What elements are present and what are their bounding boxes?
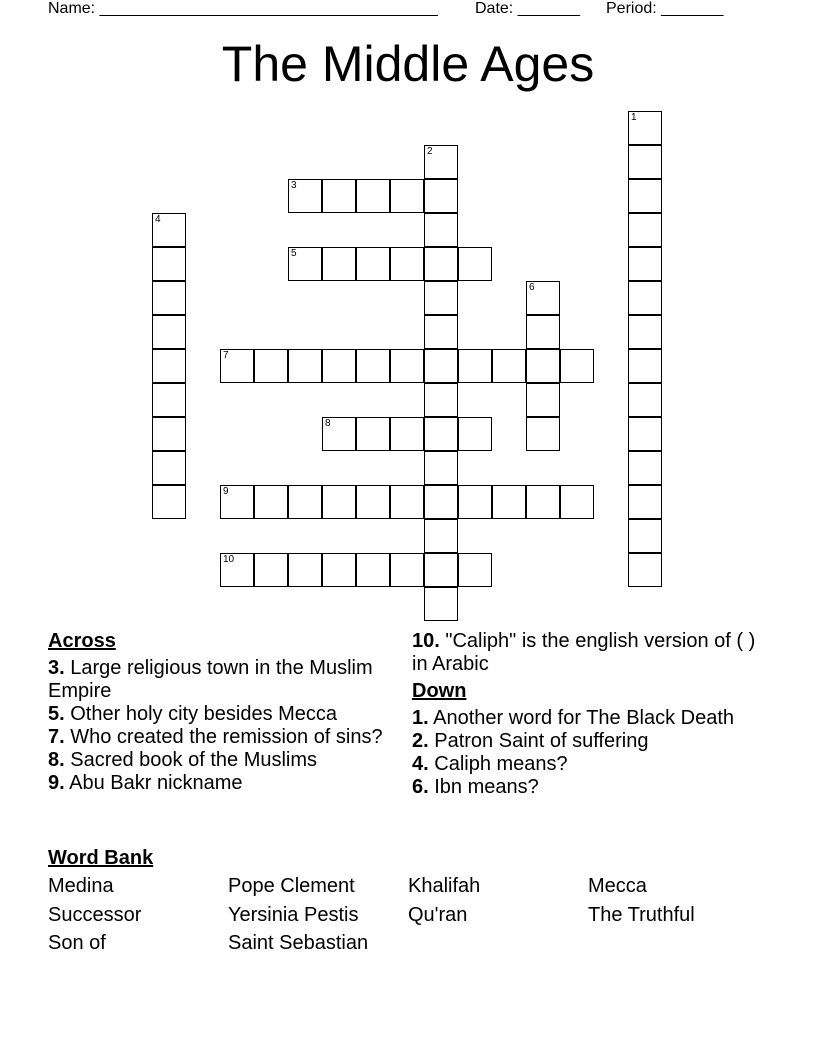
- crossword-cell[interactable]: [390, 485, 424, 519]
- crossword-cell[interactable]: [560, 349, 594, 383]
- word-bank-item: The Truthful: [588, 904, 695, 926]
- crossword-cell[interactable]: [254, 349, 288, 383]
- crossword-cell[interactable]: [424, 553, 458, 587]
- crossword-cell[interactable]: [220, 553, 254, 587]
- crossword-cell[interactable]: [458, 485, 492, 519]
- crossword-cell[interactable]: [322, 247, 356, 281]
- crossword-cell[interactable]: [288, 247, 322, 281]
- crossword-cell[interactable]: [628, 111, 662, 145]
- crossword-cell[interactable]: [322, 179, 356, 213]
- crossword-cell[interactable]: [628, 383, 662, 417]
- down-heading: Down: [412, 680, 467, 702]
- crossword-cell[interactable]: [220, 485, 254, 519]
- cell-number: 10: [223, 554, 235, 565]
- page-title: The Middle Ages: [221, 36, 595, 92]
- crossword-cell[interactable]: [390, 349, 424, 383]
- crossword-cell[interactable]: [288, 485, 322, 519]
- right-clues: [412, 630, 772, 799]
- cell-number: 8: [325, 418, 331, 429]
- crossword-cell[interactable]: [424, 247, 458, 281]
- crossword-cell[interactable]: [458, 247, 492, 281]
- crossword-cell[interactable]: [424, 145, 458, 179]
- crossword-cell[interactable]: [356, 553, 390, 587]
- clue-number: 4.: [412, 753, 429, 775]
- crossword-cell[interactable]: [220, 349, 254, 383]
- word-bank-item: Successor: [48, 904, 142, 926]
- crossword-cell[interactable]: [628, 349, 662, 383]
- crossword-cell[interactable]: [424, 349, 458, 383]
- cell-number: 7: [223, 350, 229, 361]
- word-bank-item: Yersinia Pestis: [228, 904, 359, 926]
- crossword-cell[interactable]: [424, 281, 458, 315]
- clue-across-5: [48, 703, 398, 726]
- cell-number: 6: [529, 282, 535, 293]
- clue-text: Other holy city besides Mecca: [70, 703, 338, 725]
- cell-number: 4: [155, 214, 161, 225]
- crossword-cell[interactable]: [424, 451, 458, 485]
- crossword-cell[interactable]: [628, 247, 662, 281]
- crossword-cell[interactable]: [526, 485, 560, 519]
- name-field-label: Name: ______________________________________: [48, 0, 438, 17]
- crossword-cell[interactable]: [628, 281, 662, 315]
- clue-across-10: [412, 630, 772, 676]
- clue-text: "Caliph" is the english version of ( ) in Arabic: [412, 630, 756, 675]
- crossword-cell[interactable]: [288, 553, 322, 587]
- clue-text: Sacred book of the Muslims: [70, 749, 318, 771]
- crossword-cell[interactable]: [424, 179, 458, 213]
- crossword-cell[interactable]: [322, 553, 356, 587]
- crossword-cell[interactable]: [424, 485, 458, 519]
- crossword-cell[interactable]: [152, 315, 186, 349]
- crossword-cell[interactable]: [424, 213, 458, 247]
- crossword-cell[interactable]: [526, 281, 560, 315]
- crossword-cell[interactable]: [560, 485, 594, 519]
- clue-number: 1.: [412, 707, 429, 729]
- crossword-cell[interactable]: [356, 179, 390, 213]
- crossword-cell[interactable]: [288, 179, 322, 213]
- clue-number: 10.: [412, 630, 440, 652]
- clue-text: Who created the remission of sins?: [70, 726, 383, 748]
- clue-down-4: [412, 753, 772, 776]
- crossword-cell[interactable]: [152, 485, 186, 519]
- crossword-cell[interactable]: [152, 281, 186, 315]
- clue-text: Ibn means?: [434, 776, 539, 798]
- crossword-cell[interactable]: [152, 383, 186, 417]
- word-bank-item: Medina: [48, 875, 114, 897]
- word-bank: [48, 846, 768, 954]
- clue-down-2: [412, 730, 772, 753]
- word-bank-item: Khalifah: [408, 875, 481, 897]
- across-heading: Across: [48, 630, 116, 652]
- crossword-cell[interactable]: [322, 349, 356, 383]
- word-bank-item: Saint Sebastian: [228, 932, 369, 954]
- clue-number: 3.: [48, 657, 65, 679]
- word-bank-item: Son of: [48, 932, 106, 954]
- clue-down-1: [412, 707, 772, 730]
- crossword-cell[interactable]: [390, 179, 424, 213]
- crossword-cell[interactable]: [322, 417, 356, 451]
- word-bank-item: Pope Clement: [228, 875, 355, 897]
- crossword-cell[interactable]: [628, 451, 662, 485]
- crossword-cell[interactable]: [492, 349, 526, 383]
- crossword-cell[interactable]: [526, 383, 560, 417]
- clue-text: Another word for The Black Death: [433, 707, 735, 729]
- crossword-cell[interactable]: [526, 349, 560, 383]
- crossword-cell[interactable]: [458, 417, 492, 451]
- clue-across-3: [48, 657, 398, 703]
- word-bank-title: Word Bank: [48, 847, 154, 869]
- clue-text: Abu Bakr nickname: [69, 772, 243, 794]
- crossword-cell[interactable]: [424, 315, 458, 349]
- crossword-cell[interactable]: [628, 179, 662, 213]
- crossword-cell[interactable]: [628, 213, 662, 247]
- crossword-cell[interactable]: [424, 519, 458, 553]
- clue-text: Caliph means?: [434, 753, 568, 775]
- crossword-cell[interactable]: [152, 213, 186, 247]
- crossword-cell[interactable]: [390, 247, 424, 281]
- crossword-cell[interactable]: [254, 485, 288, 519]
- clue-across-9: [48, 772, 398, 795]
- crossword-cell[interactable]: [628, 145, 662, 179]
- crossword-cell[interactable]: [628, 485, 662, 519]
- crossword-cell[interactable]: [458, 349, 492, 383]
- crossword-cell[interactable]: [424, 383, 458, 417]
- word-bank-item: Qu'ran: [408, 904, 468, 926]
- crossword-cell[interactable]: [322, 485, 356, 519]
- crossword-cell[interactable]: [356, 485, 390, 519]
- clue-number: 7.: [48, 726, 65, 748]
- crossword-cell[interactable]: [356, 417, 390, 451]
- crossword-cell[interactable]: [424, 417, 458, 451]
- crossword-cell[interactable]: [152, 417, 186, 451]
- crossword-cell[interactable]: [254, 553, 288, 587]
- clue-down-6: [412, 776, 772, 799]
- clue-number: 8.: [48, 749, 65, 771]
- across-clues: [48, 630, 398, 795]
- clue-number: 6.: [412, 776, 429, 798]
- cell-number: 3: [291, 180, 297, 191]
- clue-text: Patron Saint of suffering: [434, 730, 649, 752]
- crossword-cell[interactable]: [628, 417, 662, 451]
- crossword-cell[interactable]: [390, 417, 424, 451]
- crossword-cell[interactable]: [628, 315, 662, 349]
- crossword-cell[interactable]: [288, 349, 322, 383]
- crossword-cell[interactable]: [492, 485, 526, 519]
- crossword-cell[interactable]: [152, 349, 186, 383]
- clue-across-7: [48, 726, 398, 749]
- clue-across-8: [48, 749, 398, 772]
- crossword-cell[interactable]: [526, 315, 560, 349]
- date-field-label: Date: _______: [475, 0, 580, 17]
- crossword-cell[interactable]: [628, 553, 662, 587]
- crossword-cell[interactable]: [152, 451, 186, 485]
- crossword-cell[interactable]: [424, 587, 458, 621]
- cell-number: 9: [223, 486, 229, 497]
- crossword-cell[interactable]: [390, 553, 424, 587]
- crossword-cell[interactable]: [356, 349, 390, 383]
- period-field-label: Period: _______: [606, 0, 724, 17]
- crossword-cell[interactable]: [458, 553, 492, 587]
- clue-text: Large religious town in the Muslim Empire: [48, 657, 373, 702]
- cell-number: 1: [631, 112, 637, 123]
- crossword-cell[interactable]: [628, 519, 662, 553]
- cell-number: 5: [291, 248, 297, 259]
- clue-number: 2.: [412, 730, 429, 752]
- crossword-cell[interactable]: [526, 417, 560, 451]
- word-bank-item: Mecca: [588, 875, 647, 897]
- crossword-cell[interactable]: [152, 247, 186, 281]
- clue-number: 5.: [48, 703, 65, 725]
- clue-number: 9.: [48, 772, 65, 794]
- crossword-cell[interactable]: [356, 247, 390, 281]
- cell-number: 2: [427, 146, 433, 157]
